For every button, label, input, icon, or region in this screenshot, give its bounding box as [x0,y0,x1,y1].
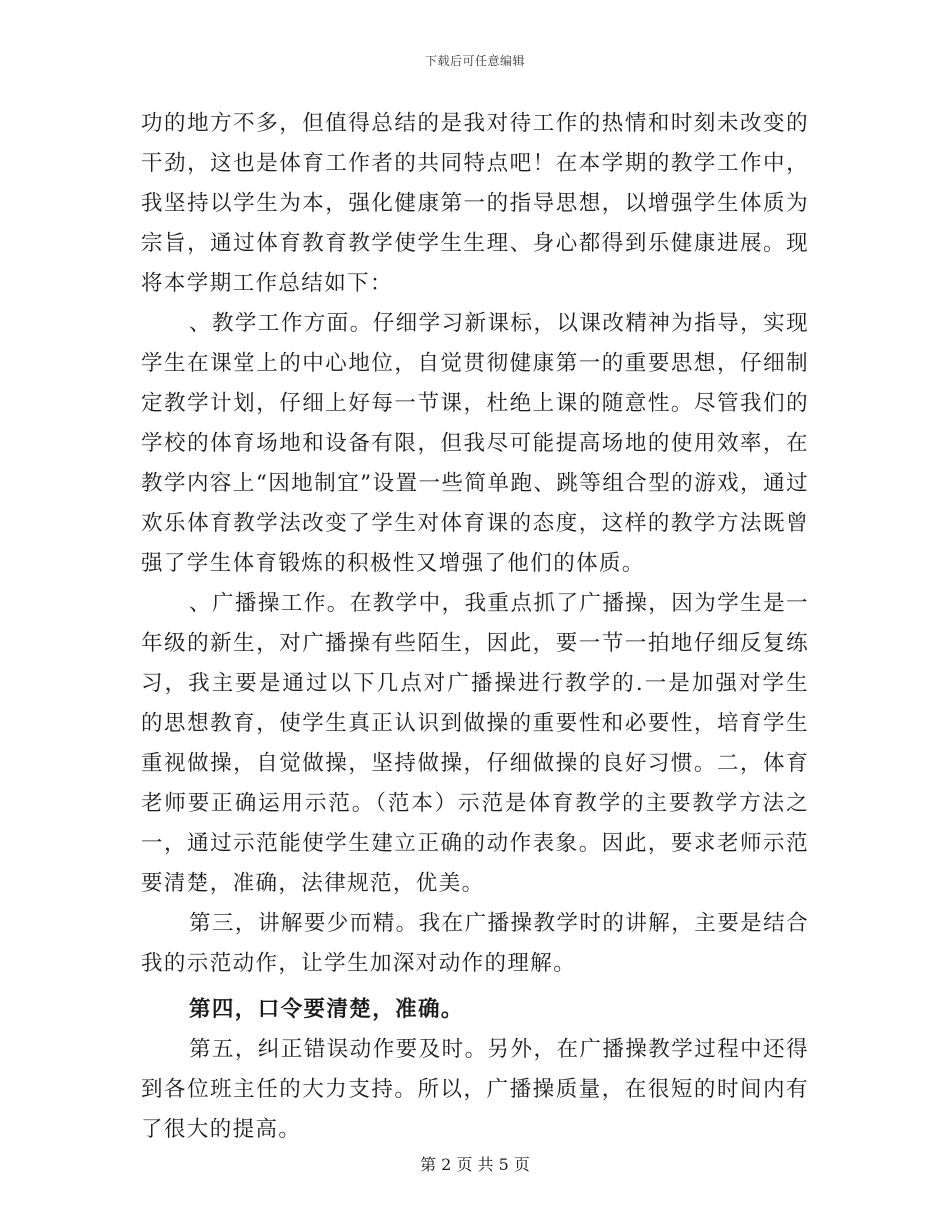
page-header: 下载后可任意编辑 [424,54,525,68]
paragraph-intro: 功的地方不多，但值得总结的是我对待工作的热情和时刻未改变的干劲，这也是体育工作者的共同特点吧！在本学期的教学工作中，我坚持以学生为本，强化健康第一的指导思想，以增强学生体质为宗旨，通过体育教育教学使学生生理、身心都得到乐健康进展。现将本学期工作总结如下： [141,111,809,296]
paragraph-fifth-point: 第五，纠正错误动作要及时。另外，在广播操教学过程中还得到各位班主任的大力支持。所以，广播操质量，在很短的时间内有了很大的提高。 [141,1037,809,1142]
page-number: 第 2 页 共 5 页 [420,1155,530,1174]
document-body [141,104,809,1150]
paragraph-teaching-work: 、教学工作方面。仔细学习新课标，以课改精神为指导，实现学生在课堂上的中心地位，自觉贯彻健康第一的重要思想，仔细制定教学计划，仔细上好每一节课，杜绝上课的随意性。尽管我们的学校的体育场地和设备有限，但我尽可能提高场地的使用效率，在教学内容上“因地制宜”设置一些简单跑、跳等组合型的游戏，通过欢乐体育教学法改变了学生对体育课的态度，这样的教学方法既曾强了学生体育锻炼的积极性又增强了他们的体质。 [141,311,809,576]
paragraph-fourth-point: 第四，口令要清楚，准确。 [189,997,464,1022]
paragraph-third-point: 第三，讲解要少而精。我在广播操教学时的讲解，主要是结合我的示范动作，让学生加深对动作的理解。 [141,911,809,976]
paragraph-broadcast-exercise: 、广播操工作。在教学中，我重点抓了广播操，因为学生是一年级的新生，对广播操有些陌生，因此，要一节一拍地仔细反复练习，我主要是通过以下几点对广播操进行教学的.一是加强对学生的思想教育，使学生真正认识到做操的重要性和必要性，培育学生重视做操，自觉做操，坚持做操，仔细做操的良好习惯。二，体育老师要正确运用示范。（范本）示范是体育教学的主要教学方法之一，通过示范能使学生建立正确的动作表象。因此，要求老师示范要清楚，准确，法律规范，优美。 [141,591,809,896]
